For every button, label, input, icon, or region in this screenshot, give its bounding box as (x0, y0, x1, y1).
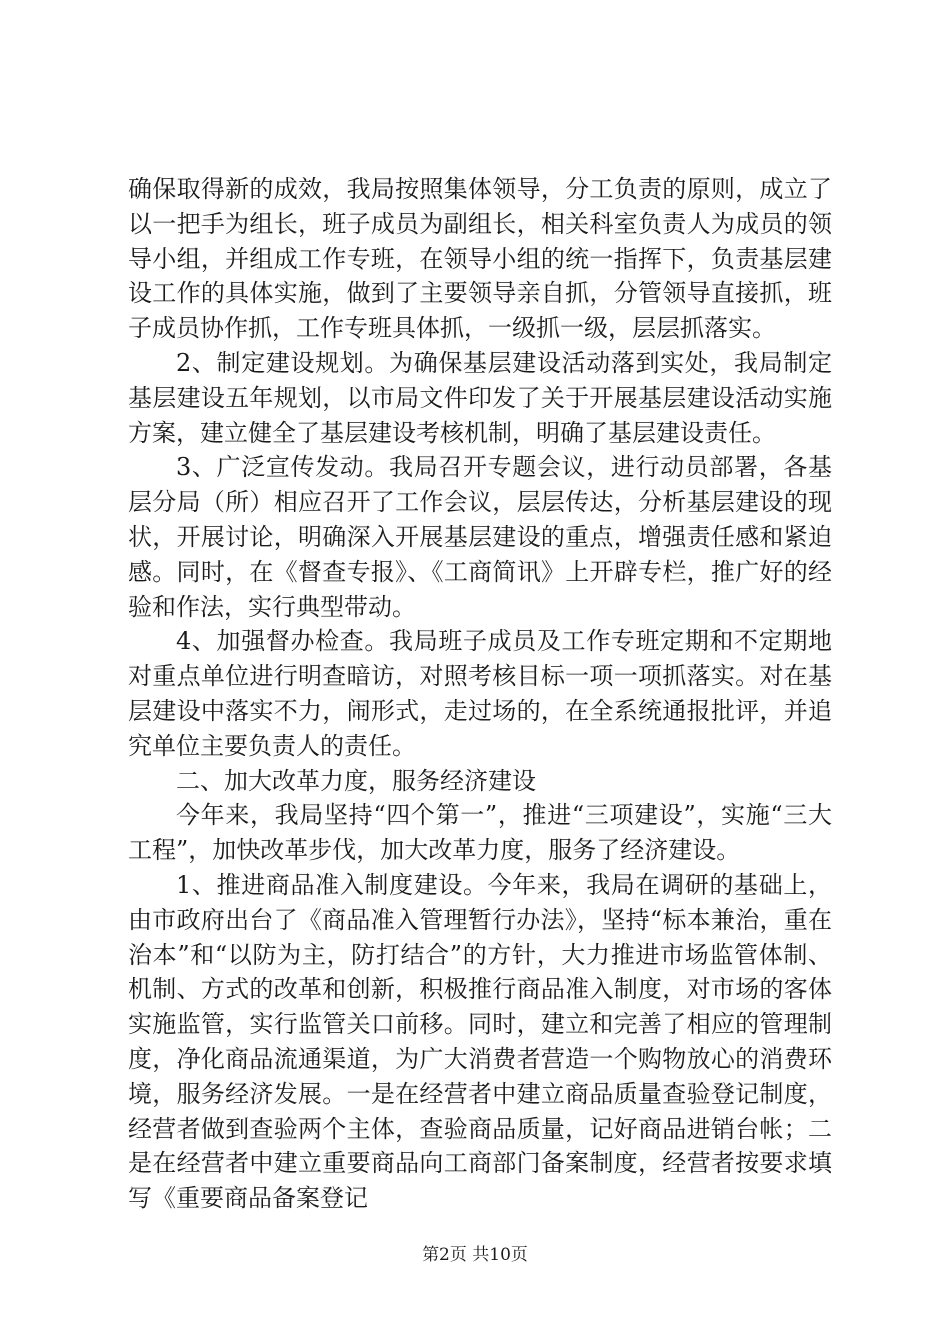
paragraph-4: 4、加强督办检查。我局班子成员及工作专班定期和不定期地对重点单位进行明查暗访，对照考核目标一项一项抓落实。对在基层建设中落实不力，闹形式，走过场的，在全系统通报批评，并追究单位主要负责人的责任。 (128, 627, 832, 760)
page-number-footer: 第2页 共10页 (422, 1245, 528, 1265)
paragraph-1: 确保取得新的成效，我局按照集体领导，分工负责的原则，成立了以一把手为组长，班子成员为副组长，相关科室负责人为成员的领导小组，并组成工作专班，在领导小组的统一指挥下，负责基层建设工作的具体实施，做到了主要领导亲自抓，分管领导直接抓，班子成员协作抓，工作专班具体抓，一级抓一级，层层抓落实。 (128, 175, 832, 343)
paragraph-6: 1、推进商品准入制度建设。今年来，我局在调研的基础上，由市政府出台了《商品准入管理暂行办法》，坚持“标本兼治，重在治本”和“以防为主，防打结合”的方针，大力推进市场监管体制、机制、方式的改革和创新，积极推行商品准入制度，对市场的客体实施监管，实行监管关口前移。同时，建立和完善了相应的管理制度，净化商品流通渠道，为广大消费者营造一个购物放心的消费环境，服务经济发展。一是在经营者中建立商品质量查验登记制度，经营者做到查验两个主体，查验商品质量，记好商品进销台帐；二是在经营者中建立重要商品向工商部门备案制度，经营者按要求填写《重要商品备案登记 (128, 870, 832, 1213)
section-heading: 二、加大改革力度，服务经济建设 (176, 766, 536, 795)
paragraph-2: 2、制定建设规划。为确保基层建设活动落到实处，我局制定基层建设五年规划，以市局文件印发了关于开展基层建设活动实施方案，建立健全了基层建设考核机制，明确了基层建设责任。 (128, 348, 832, 447)
document-body (128, 172, 832, 1216)
paragraph-3: 3、广泛宣传发动。我局召开专题会议，进行动员部署，各基层分局（所）相应召开了工作会议，层层传达，分析基层建设的现状，开展讨论，明确深入开展基层建设的重点，增强责任感和紧迫感。同时，在《督查专报》、《工商简讯》上开辟专栏，推广好的经验和作法，实行典型带动。 (128, 453, 832, 621)
paragraph-5: 今年来，我局坚持“四个第一”，推进“三项建设”，实施“三大工程”，加快改革步伐，加大改革力度，服务了经济建设。 (128, 801, 832, 865)
